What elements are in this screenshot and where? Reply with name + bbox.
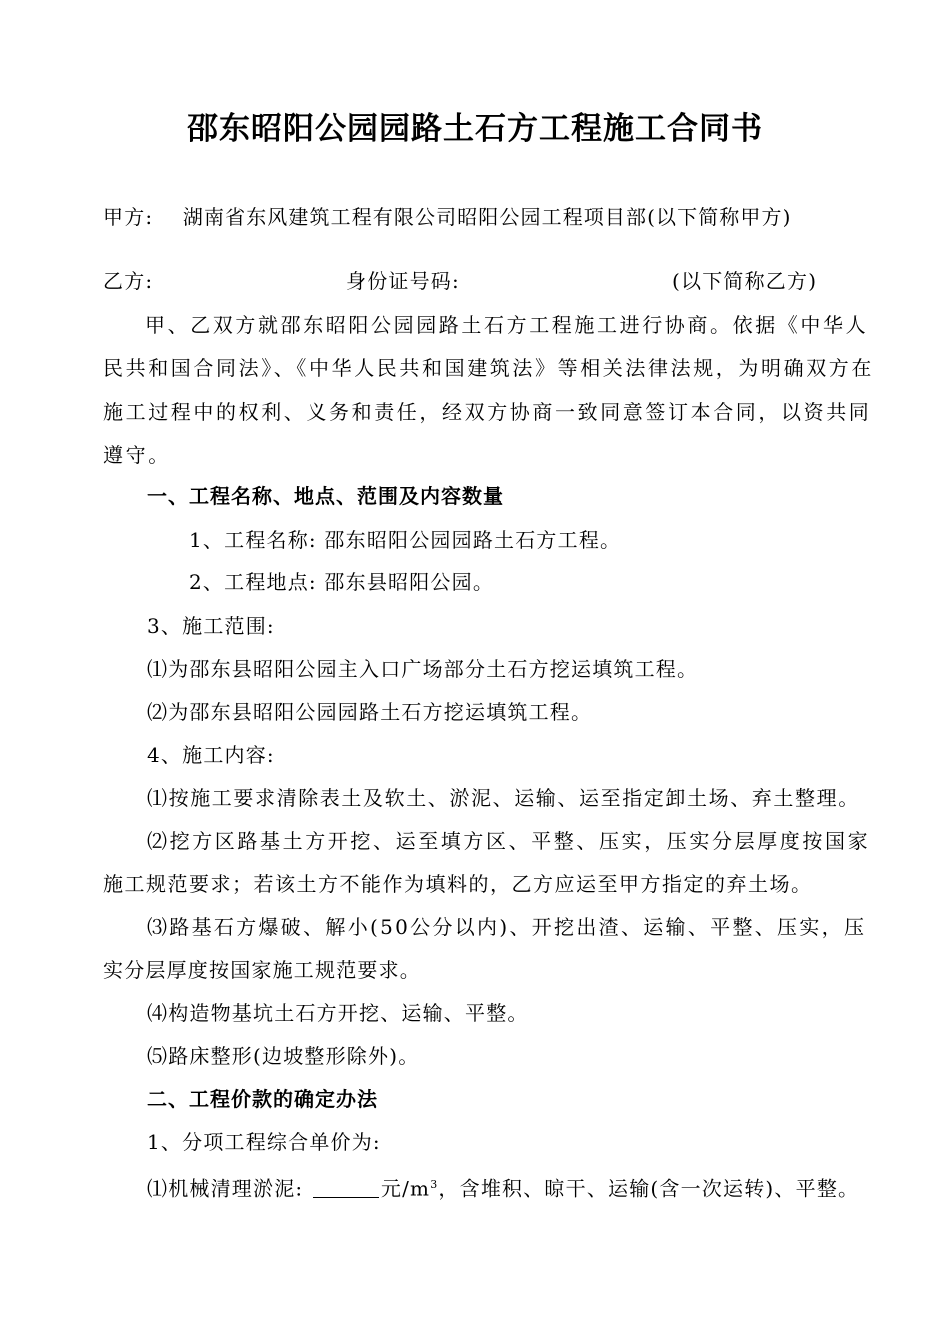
party-b-label: 乙方: — [103, 269, 154, 293]
s1-item4-3b: 实分层厚度按国家施工规范要求。 — [103, 958, 421, 982]
section1-heading: 一、工程名称、地点、范围及内容数量 — [147, 484, 504, 508]
s1-item4-2a: ⑵挖方区路基土方开挖、运至填方区、平整、压实，压实分层厚度按国家 — [147, 829, 871, 853]
s1-item3: 3、施工范围: — [147, 614, 275, 638]
s1-item4-5: ⑸路床整形(边坡整形除外)。 — [147, 1044, 420, 1068]
s1-item3-2: ⑵为邵东县昭阳公园园路土石方挖运填筑工程。 — [147, 700, 593, 724]
s1-item4-3a: ⑶路基石方爆破、解小(50公分以内)、开挖出渣、运输、平整、压实，压 — [147, 915, 867, 939]
s2-item1-1 — [147, 1172, 859, 1202]
s1-item4: 4、施工内容: — [147, 743, 275, 767]
s2-item1-1-sup: 3 — [430, 1178, 439, 1191]
document-title: 邵东昭阳公园园路土石方工程施工合同书 — [187, 111, 763, 147]
s1-item4-4: ⑷构造物基坑土石方开挖、运输、平整。 — [147, 1001, 529, 1025]
intro-paragraph: 甲、乙双方就邵东昭阳公园园路土石方工程施工进行协商。依据《中华人民共和国合同法》、《中华人民共和国建筑法》等相关法律法规，为明确双方在施工过程中的权利、义务和责任，经双方协商一致同意签订本合同，以资共同遵守。 — [103, 313, 874, 467]
s1-item3-1: ⑴为邵东县昭阳公园主入口广场部分土石方挖运填筑工程。 — [147, 657, 699, 681]
s2-item1-1-suffix: ，含堆积、晾干、运输(含一次运转)、平整。 — [438, 1176, 860, 1201]
s1-item1: 1、工程名称: 邵东昭阳公园园路土石方工程。 — [189, 528, 622, 552]
section2-heading: 二、工程价款的确定办法 — [147, 1087, 378, 1111]
s2-item1: 1、分项工程综合单价为: — [147, 1130, 381, 1154]
s1-item2: 2、工程地点: 邵东县昭阳公园。 — [189, 570, 495, 594]
party-a-label: 甲方: — [103, 205, 154, 229]
price-blank — [313, 1177, 379, 1198]
s1-item4-2b: 施工规范要求；若该土方不能作为填料的，乙方应运至甲方指定的弃土场。 — [103, 872, 813, 896]
s1-item4-1: ⑴按施工要求清除表土及软土、淤泥、运输、运至指定卸土场、弃土整理。 — [147, 786, 860, 810]
party-b-suffix: (以下简称乙方) — [672, 269, 818, 293]
s2-item1-1-unit: 元/m — [380, 1176, 431, 1201]
party-b-id-label: 身份证号码: — [346, 269, 460, 293]
s2-item1-1-prefix: ⑴机械清理淤泥: — [147, 1176, 304, 1201]
party-a-line — [103, 204, 792, 230]
party-a-value: 湖南省东风建筑工程有限公司昭阳公园工程项目部(以下简称甲方) — [182, 205, 792, 229]
